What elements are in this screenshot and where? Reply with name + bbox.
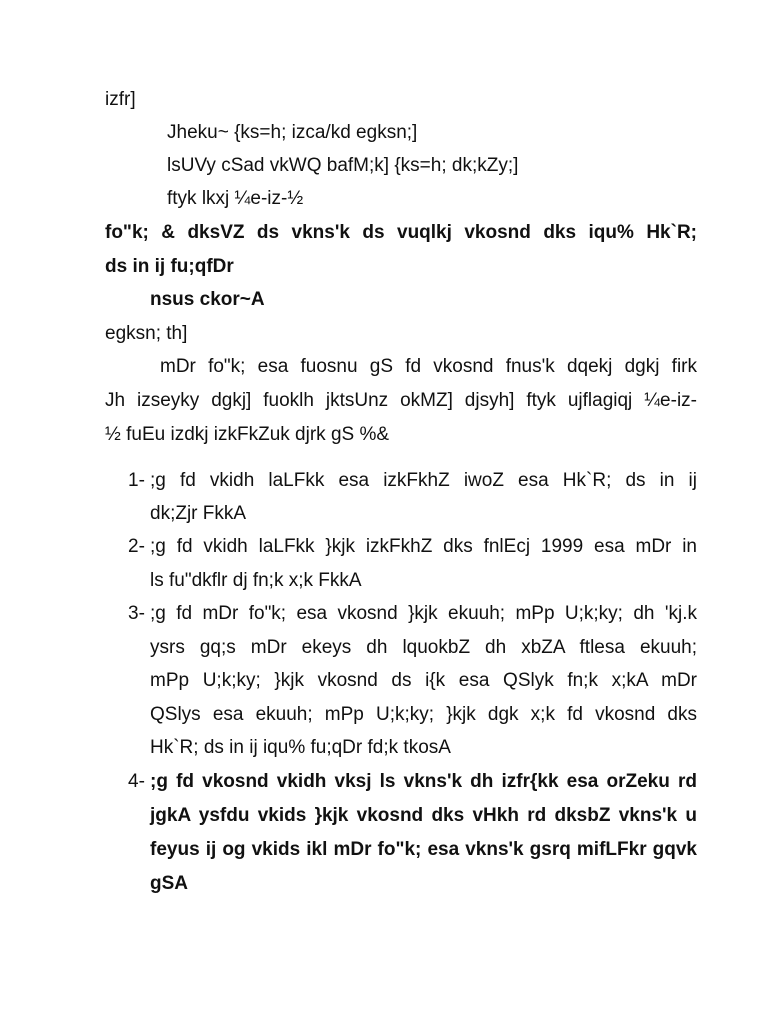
subject-line: ds in ij fu;qfDr — [105, 256, 234, 277]
list-number: 2- — [128, 536, 145, 557]
body-line: Jh izseyky dgkj] fuoklh jktsUnz okMZ] djsyh] ftyk ujflagiqj ¼e-iz- — [105, 390, 697, 411]
to-label: izfr] — [105, 89, 136, 110]
list-item-line: gSA — [150, 873, 188, 894]
list-item-line: Hk`R; ds in ij iqu% fu;qDr fd;k tkosA — [150, 737, 451, 758]
list-item-line: ysrs gq;s mDr ekeys dh lquokbZ dh xbZA ftlesa ekuuh; — [150, 637, 697, 658]
list-item-line: ;g fd vkidh laLFkk esa izkFkhZ iwoZ esa Hk`R; ds in ij — [150, 470, 697, 491]
list-number: 1- — [128, 470, 145, 491]
list-number: 3- — [128, 603, 145, 624]
list-item-line: ;g fd mDr fo"k; esa vkosnd }kjk ekuuh; mPp U;k;ky; dh 'kj.k — [150, 603, 697, 624]
list-item-line: ;g fd vkosnd vkidh vksj ls vkns'k dh izfr{kk esa orZeku rd — [150, 771, 697, 792]
list-item-line: mPp U;k;ky; }kjk vkosnd ds i{k esa QSlyk fn;k x;kA mDr — [150, 670, 697, 691]
recipient-line: lsUVy cSad vkWQ bafM;k] {ks=h; dk;kZy;] — [167, 155, 519, 176]
body-line: ½ fuEu izdkj izkFkZuk djrk gS %& — [105, 424, 390, 445]
body-line: mDr fo"k; esa fuosnu gS fd vkosnd fnus'k dqekj dgkj firk — [160, 356, 697, 377]
recipient-line: ftyk lkxj ¼e-iz-½ — [167, 188, 304, 209]
list-item-line: ls fu"dkflr dj fn;k x;k FkkA — [150, 570, 362, 591]
list-item-line: feyus ij og vkids ikl mDr fo"k; esa vkns'k gsrq mifLFkr gqvk — [150, 839, 697, 860]
list-number: 4- — [128, 771, 145, 792]
subject-reference: nsus ckor~A — [150, 289, 265, 310]
list-item-line: jgkA ysfdu vkids }kjk vkosnd dks vHkh rd dksbZ vkns'k u — [150, 805, 697, 826]
recipient-line: Jheku~ {ks=h; izca/kd egksn;] — [167, 122, 418, 143]
subject-line: fo"k; & dksVZ ds vkns'k ds vuqlkj vkosnd dks iqu% Hk`R; — [105, 222, 697, 243]
list-item-line: QSlys esa ekuuh; mPp U;k;ky; }kjk dgk x;k fd vkosnd dks — [150, 704, 697, 725]
list-item-line: ;g fd vkidh laLFkk }kjk izkFkhZ dks fnlEcj 1999 esa mDr in — [150, 536, 697, 557]
salutation: egksn; th] — [105, 323, 188, 344]
list-item-line: dk;Zjr FkkA — [150, 503, 247, 524]
